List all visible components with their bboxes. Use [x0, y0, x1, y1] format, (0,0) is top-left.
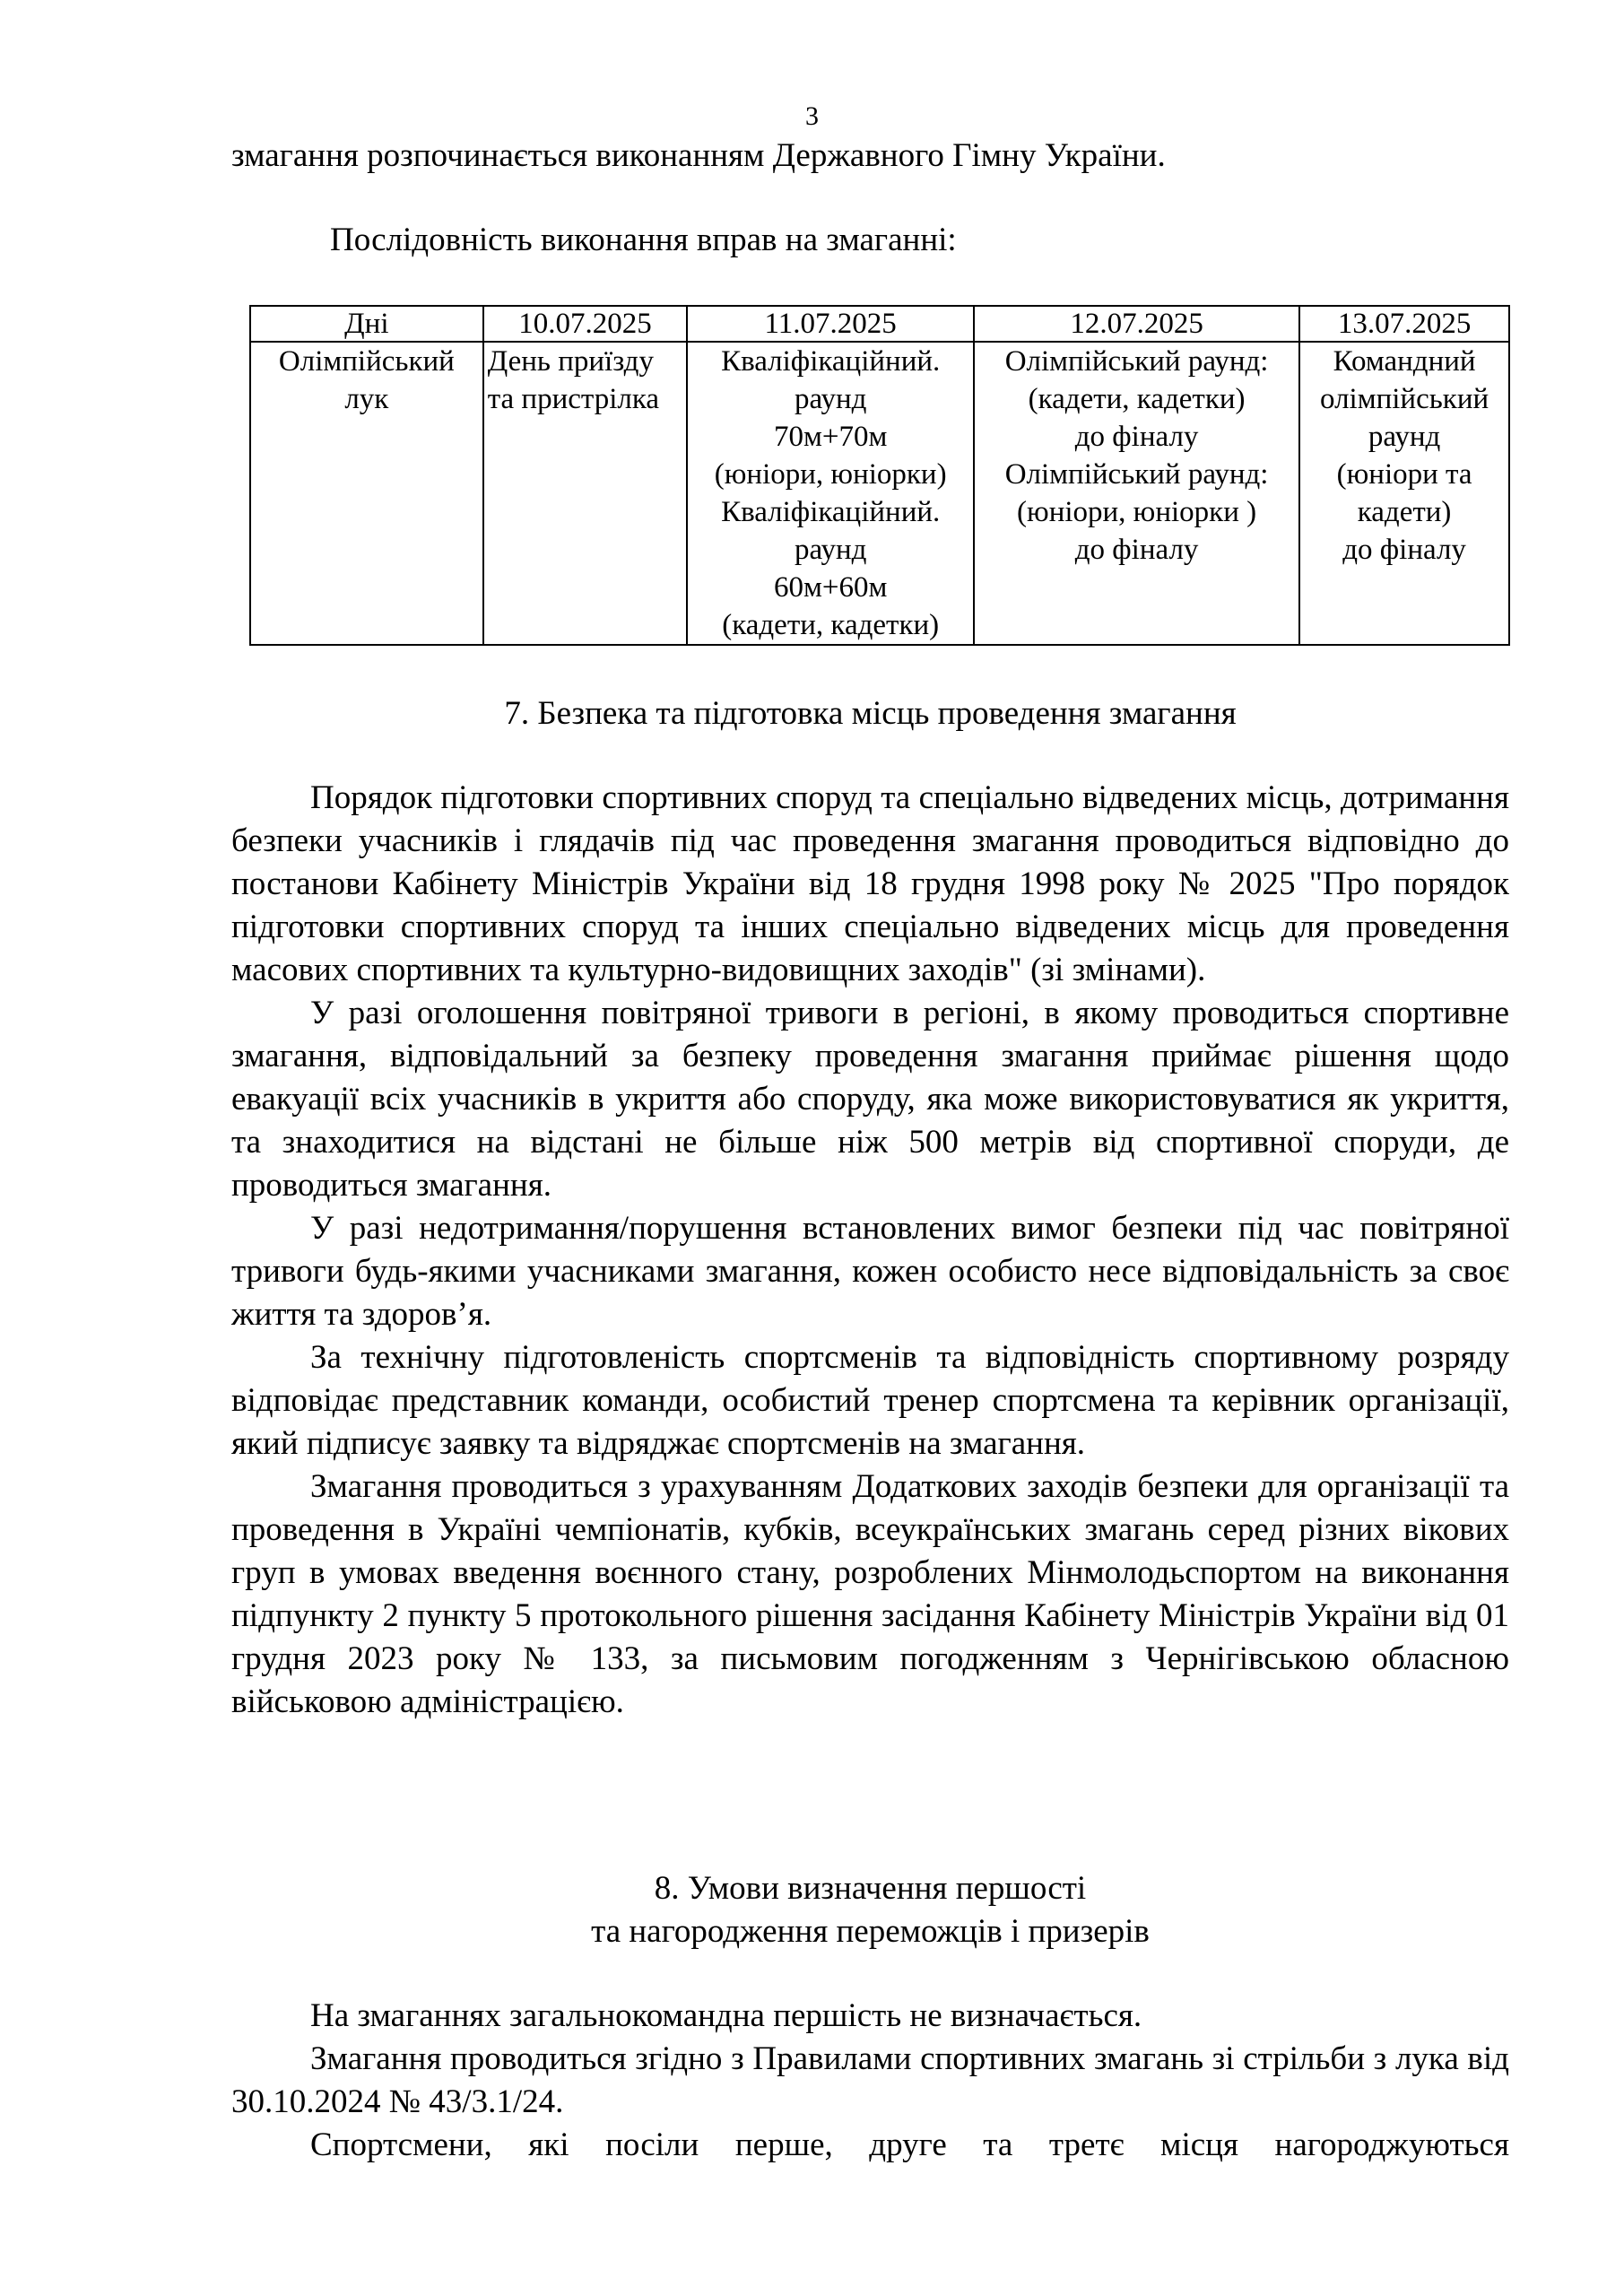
cell-day-4 [1299, 342, 1509, 645]
section-8-body [231, 1995, 1509, 2167]
section-7-title: 7. Безпека та підготовка місць проведення змагання [504, 695, 1237, 732]
cell-day-1 [483, 342, 688, 645]
cell-line: 60м+60м [773, 571, 888, 604]
cell-line: до фіналу [1074, 421, 1199, 453]
section-8-title-line-2: та нагородження переможців і призерів [591, 1913, 1150, 1950]
cell-line: 70м+70м [773, 421, 888, 453]
sequence-heading: Послідовність виконання вправ на змаганні: [330, 222, 957, 258]
intro-text: змагання розпочинається виконанням Державного Гімну України. [231, 137, 1166, 174]
section-7-body [231, 777, 1509, 1724]
cell-line: Кваліфікаційний. [721, 345, 941, 378]
section-8-paragraph: Спортсмени, які посіли перше, друге та третє місця нагороджуються [310, 2126, 1509, 2163]
section-7-title-block [231, 692, 1509, 735]
cell-day-3 [974, 342, 1299, 645]
section-7-paragraph: Змагання проводиться з урахуванням Додаткових заходів безпеки для організації та проведення в Україні чемпіонатів, кубків, всеукраїнських змагань серед різних вікових груп в умовах введення воєнного стану, розроблених Мінмолодьспортом на виконання підпункту 2 пункту 5 протокольного рішення засідання Кабінету Міністрів України від 01 грудня 2023 року № 133, за письмовим погодженням з Чернігівською обласною військовою адміністрацією. [231, 1468, 1509, 1720]
cell-line: Командний [1333, 345, 1476, 378]
cell-line: олімпійський [1320, 383, 1489, 415]
schedule-table [249, 305, 1510, 646]
section-8-paragraph: Змагання проводиться згідно з Правилами спортивних змагань зі стрільби з лука від 30.10.2024 № 43/3.1/24. [231, 2040, 1509, 2120]
cell-line: (кадети, кадетки) [722, 609, 940, 641]
cell-line: раунд [794, 383, 867, 415]
cell-line: та пристрілка [487, 383, 660, 415]
cell-line: (юніори, юніорки ) [1017, 496, 1257, 528]
sequence-heading-block [231, 219, 1509, 262]
header-cell: 11.07.2025 [687, 306, 974, 342]
header-cell: Дні [250, 306, 483, 342]
header-cell: 13.07.2025 [1299, 306, 1509, 342]
cell-line: раунд [1368, 421, 1441, 453]
cell-line: до фіналу [1342, 534, 1466, 566]
cell-line: лук [344, 383, 389, 415]
cell-line: Олімпійський [278, 345, 455, 378]
cell-line: Кваліфікаційний. [721, 496, 941, 528]
cell-line: (юніори та [1336, 458, 1472, 491]
cell-line: (кадети, кадетки) [1028, 383, 1246, 415]
cell-line: до фіналу [1074, 534, 1199, 566]
cell-day-2 [687, 342, 974, 645]
header-cell: 10.07.2025 [483, 306, 688, 342]
page-number: 3 [805, 101, 819, 131]
schedule-row [250, 342, 1509, 645]
cell-line: День приїзду [487, 345, 654, 378]
section-8-title-line-1: 8. Умови визначення першості [654, 1870, 1087, 1907]
cell-line: Олімпійський раунд: [1004, 345, 1269, 378]
section-7-paragraph: За технічну підготовленість спортсменів та відповідність спортивному розряду відповідає представник команди, особистий тренер спортсмена та керівник організації, який підписує заявку та відряджає спортсменів на змагання. [231, 1339, 1509, 1462]
section-7-paragraph: У разі недотримання/порушення встановлених вимог безпеки під час повітряної тривоги будь-якими учасниками змагання, кожен особисто несе відповідальність за своє життя та здоров’я. [231, 1210, 1509, 1333]
cell-line: (юніори, юніорки) [714, 458, 947, 491]
cell-discipline [250, 342, 483, 645]
intro-line [231, 135, 1509, 178]
schedule-header-row [250, 306, 1509, 342]
cell-line: Олімпійський раунд: [1004, 458, 1269, 491]
cell-line: раунд [794, 534, 867, 566]
section-8-paragraph: На змаганнях загальнокомандна першість не визначається. [310, 1997, 1142, 2034]
cell-line: кадети) [1357, 496, 1452, 528]
section-7-paragraph: Порядок підготовки спортивних споруд та спеціально відведених місць, дотримання безпеки учасників і глядачів під час проведення змагання проводиться відповідно до постанови Кабінету Міністрів України від 18 грудня 1998 року № 2025 "Про порядок підготовки спортивних споруд та інших спеціально відведених місць для проведення масових спортивних та культурно-видовищних заходів" (зі змінами). [231, 779, 1509, 988]
header-cell: 12.07.2025 [974, 306, 1299, 342]
section-7-paragraph: У разі оголошення повітряної тривоги в регіоні, в якому проводиться спортивне змагання, відповідальний за безпеку проведення змагання приймає рішення щодо евакуації всіх учасників в укриття або споруду, яка може використовуватися як укриття, та знаходитися на відстані не більше ніж 500 метрів від спортивної споруди, де проводиться змагання. [231, 995, 1509, 1204]
section-8-title-block [231, 1867, 1509, 1953]
